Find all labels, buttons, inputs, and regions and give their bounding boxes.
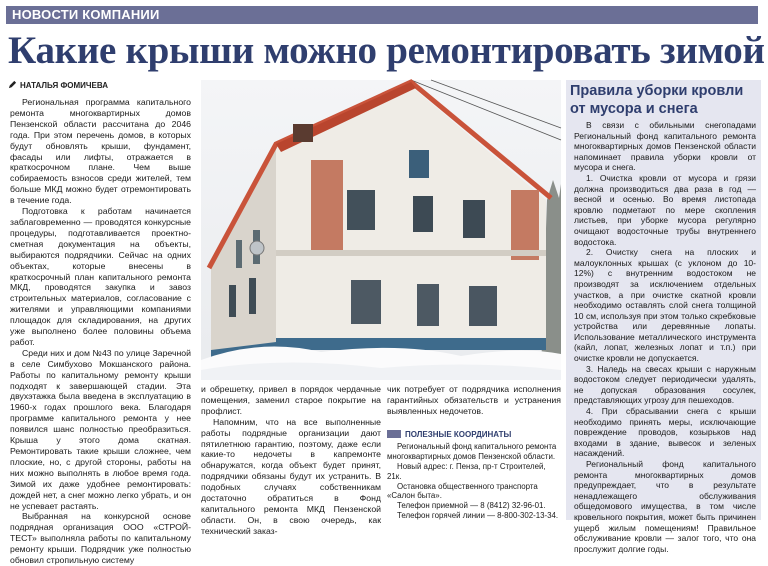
contact-line: Новый адрес: г. Пенза, пр-т Строителей, 21к. (387, 461, 546, 481)
paragraph: 1. Очистка кровли от мусора и грязи должна производиться два раза в год — весной и осенью. Во время листопада кровлю подметают по мере скопления листьев, при уборке мусора регулярно очищают водосточные трубы внутреннего водостока. (574, 172, 756, 247)
paragraph: В связи с обильными снегопадами Региональный фонд капитального ремонта многоквартирных домов Пензенской области напоминает правила уборки кровли от мусора и снега. (574, 120, 756, 173)
contact-line: Телефон горячей линии — 8-800-302-13-34. (397, 511, 559, 521)
byline (8, 80, 108, 90)
contacts-title-text: ПОЛЕЗНЫЕ КООРДИНАТЫ (405, 430, 512, 439)
sidebar-title: Правила уборки кровли от мусора и снега (570, 83, 744, 117)
article-headline: Какие крыши можно ремонтировать зимой (8, 29, 765, 72)
article-column-1 (10, 97, 191, 566)
author-name: НАТАЛЬЯ ФОМИЧЕВА (20, 81, 109, 90)
paragraph: Региональная программа капитального ремонта многоквартирных домов Пензенской области рассчитана до 2046 года. При этом перечень домов, в которых будут обновлять крыши, фундамент, фасады или лифты, отражается в краткосрочном плане. Чем выше собираемость взносов среди жителей, тем больше МКД можно будет отремонтировать в течение года. (10, 97, 191, 206)
paragraph: 2. Очистку снега на плоских и малоуклонных крышах (с уклоном до 10-12%) с внутренним водостоком не производят за исключением отдельных участков, а при очистке скатной кровли необходимо оставлять слой снега толщиной 10 см, используя при этом только скребковые устройства или деревянные лопаты. Использование металлического инструмента (кайл, лопат, железных лопат и т.п.) при очистке кровли не допускается. (574, 247, 756, 364)
paragraph: чик потребует от подрядчика исполнения гарантийных обязательств и устранения выявленных недочетов. (387, 384, 561, 416)
paragraph: 4. При сбрасывании снега с крыши необходимо принять меры, исключающие повреждение проводов, козырьков над входами в здание, вывесок и зеленых насаждений. (574, 406, 756, 459)
contact-line: Телефон приемной — 8 (8412) 32-96-01. (397, 501, 546, 511)
article-column-2 (201, 384, 381, 536)
article-column-3 (387, 384, 561, 428)
paragraph: 3. Наледь на свесах крыши с наружным водостоком следует периодически удалять, не допуская образования сосулек, представляющих угрозу для пешеходов. (574, 363, 756, 406)
paragraph: и обрешетку, привел в порядок чердачные помещения, заменил старое покрытие на профлист. (201, 384, 381, 416)
contacts-title (387, 430, 561, 440)
rubric-label: НОВОСТИ КОМПАНИИ (12, 7, 160, 22)
paragraph: Напомним, что на все выполненные работы подрядные организации дают пятилетнюю гарантию, поэтому, даже если какие-то недочеты в капремонте обнаружатся, когда объект будет принят, подрядчики обязаны будут их устранить. В подобных случаях собственникам достаточно обратиться в Фонд капитального ремонта МКД Пензенской области. Он, в свою очередь, как технический заказ- (201, 416, 381, 536)
pen-icon (8, 80, 17, 89)
sidebar-text (574, 120, 756, 554)
paragraph: Выбранная на конкурсной основе подрядная организация ООО «СТРОЙ-ТЕСТ» выполняла работы по капитальному ремонту крыши. Подрядчик уже полностью обновил стропильную систему (10, 511, 191, 566)
paragraph: Региональный фонд капитального ремонта многоквартирных домов предупреждает, что в результате ненадлежащего обслуживания общедомового имущества, в том числе кровельного покрытия, может быть причинен ущерб жилым помещениям! Правильное обслуживание кровли — залог того, что она прослужит долгие годы. (574, 459, 756, 554)
sidebar-box (566, 80, 761, 554)
house-photo (201, 80, 561, 380)
paragraph: Подготовка к работам начинается заблаговременно — проводятся конкурсные процедуры, подготавливается проектно-сметная документация на объекты, выбираются подрядчики. Сейчас на одних объектах, которые внесены в краткосрочный план капитального ремонта МКД, проводятся закупка и завоз строительных материалов, согласование с жителями и управляющими компаниями площадок для складирования, на других уже выполнено более половины объема работ. (10, 206, 191, 347)
paragraph: Среди них и дом №43 по улице Заречной в селе Симбухово Мокшанского района. Работы по капитальному ремонту крыши подходят к завершающей стадии. Эта двухэтажка была введена в эксплуатацию в 1960-х годах прошлого века. Благодаря программе капитального ремонта у нее появился шанс полностью преобразиться. Крыша у этого дома скатная. Ремонтировать такие крыши сложнее, чем плоские, но, с другой стороны, работы на них можно выполнять в любое время года. Зимой их даже удобнее ремонтировать: дождей нет, а снег можно легко убрать, и он не успевает растаять. (10, 347, 191, 511)
rubric-band (6, 6, 758, 24)
useful-contacts-box (387, 430, 561, 520)
contact-line: Региональный фонд капитального ремонта многоквартирных домов Пензенской области. (387, 441, 557, 461)
contact-line: Остановка общественного транспорта «Салон быта». (387, 481, 538, 501)
title-marker (387, 430, 401, 438)
house-illustration (201, 80, 561, 380)
